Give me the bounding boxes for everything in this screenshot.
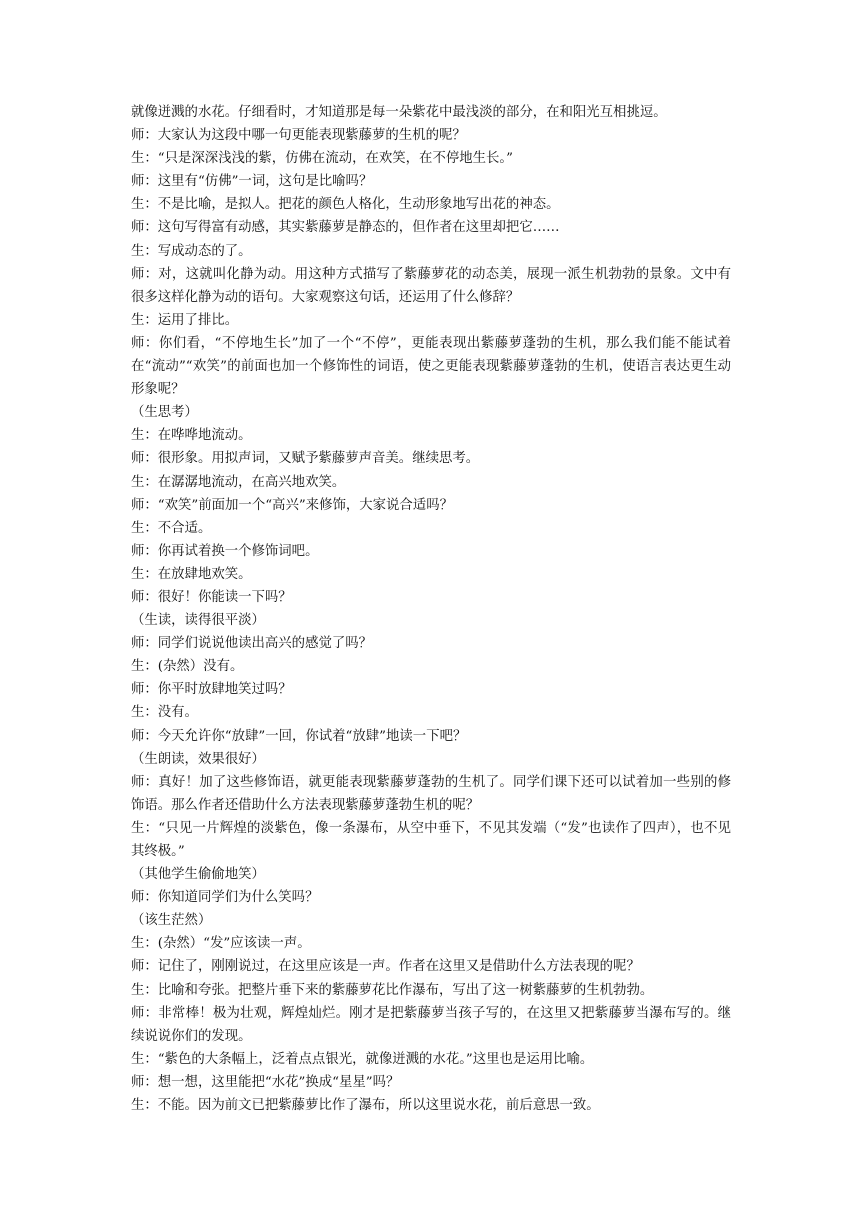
paragraph: 生：(杂然）“发”应该读一声。 xyxy=(131,936,311,952)
paragraph: 生：不能。因为前文已把紫藤萝比作了瀑布，所以这里说水花，前后意思一致。 xyxy=(131,1098,600,1114)
paragraph: （其他学生偷偷地笑） xyxy=(131,867,265,883)
paragraph: 师：很好！你能读一下吗？ xyxy=(131,589,292,605)
paragraph: 师：这句写得富有动感，其实紫藤萝是静态的，但作者在这里却把它…… xyxy=(131,220,560,236)
paragraph: 师：很形象。用拟声词，又赋予紫藤萝声音美。继续思考。 xyxy=(131,451,480,467)
paragraph: （生读，读得很平淡） xyxy=(131,613,265,629)
paragraph: 生：“紫色的大条幅上，泛着点点银光，就像迸溅的水花。”这里也是运用比喻。 xyxy=(131,1051,594,1067)
paragraph: 生：不是比喻，是拟人。把花的颜色人格化，生动形象地写出花的神态。 xyxy=(131,197,560,213)
paragraph: 生：“只见一片辉煌的淡紫色，像一条瀑布，从空中垂下，不见其发端（“发”也读作了四声），也不见其终极。” xyxy=(131,820,731,859)
paragraph: （生朗读，效果很好） xyxy=(131,751,265,767)
paragraph: 生：(杂然）没有。 xyxy=(131,659,244,675)
paragraph: 师：非常棒！极为壮观，辉煌灿烂。刚才是把紫藤萝当孩子写的，在这里又把紫藤萝当瀑布写的。继续说说你们的发现。 xyxy=(131,1005,731,1044)
paragraph: 生：在哗哗地流动。 xyxy=(131,428,252,444)
paragraph: 生：运用了排比。 xyxy=(131,312,239,328)
paragraph: 师：“欢笑”前面加一个“高兴”来修饰，大家说合适吗？ xyxy=(131,497,453,513)
paragraph: 师：记住了，刚刚说过，在这里应该是一声。作者在这里又是借助什么方法表现的呢？ xyxy=(131,959,640,975)
paragraph: 生：比喻和夸张。把整片垂下来的紫藤萝花比作瀑布，写出了这一树紫藤萝的生机勃勃。 xyxy=(131,982,654,998)
paragraph: 师：大家认为这段中哪一句更能表现紫藤萝的生机的呢？ xyxy=(131,128,466,144)
paragraph: 师：你平时放肆地笑过吗？ xyxy=(131,682,292,698)
paragraph: 师：这里有“仿佛”一词，这句是比喻吗？ xyxy=(131,174,373,190)
paragraph: 师：你知道同学们为什么笑吗？ xyxy=(131,890,319,906)
paragraph: 师：真好！加了这些修饰语，就更能表现紫藤萝蓬勃的生机了。同学们课下还可以试着加一些别的修饰语。那么作者还借助什么方法表现紫藤萝蓬勃生机的呢？ xyxy=(131,774,731,813)
paragraph: 生：在放肆地欢笑。 xyxy=(131,566,252,582)
paragraph: 师：对，这就叫化静为动。用这种方式描写了紫藤萝花的动态美，展现一派生机勃勃的景象。文中有很多这样化静为动的语句。大家观察这句话，还运用了什么修辞？ xyxy=(131,266,731,305)
paragraph: 生：写成动态的了。 xyxy=(131,243,252,259)
paragraph: 生：“只是深深浅浅的紫，仿佛在流动，在欢笑，在不停地生长。” xyxy=(131,151,513,167)
paragraph: 生：在潺潺地流动，在高兴地欢笑。 xyxy=(131,474,346,490)
paragraph: 生：不合适。 xyxy=(131,520,212,536)
paragraph: 师：你们看，“不停地生长”加了一个“不停”，更能表现出紫藤萝蓬勃的生机，那么我们能不能试着在“流动”“欢笑”的前面也加一个修饰性的词语，使之更能表现紫藤萝蓬勃的生机，使语言表达更生动形象呢？ xyxy=(131,335,731,398)
paragraph: （该生茫然） xyxy=(131,913,212,929)
paragraph: 师：今天允许你“放肆”一回，你试着“放肆”地读一下吧？ xyxy=(131,728,467,744)
paragraph: 师：你再试着换一个修饰词吧。 xyxy=(131,543,319,559)
paragraph: 生：没有。 xyxy=(131,705,198,721)
paragraph: 师：想一想，这里能把“水花”换成“星星”吗？ xyxy=(131,1074,400,1090)
paragraph: （生思考） xyxy=(131,405,198,421)
document-body xyxy=(131,101,731,1117)
paragraph: 师：同学们说说他读出高兴的感觉了吗？ xyxy=(131,636,373,652)
paragraph: 就像迸溅的水花。仔细看时，才知道那是每一朵紫花中最浅淡的部分，在和阳光互相挑逗。 xyxy=(131,105,667,120)
